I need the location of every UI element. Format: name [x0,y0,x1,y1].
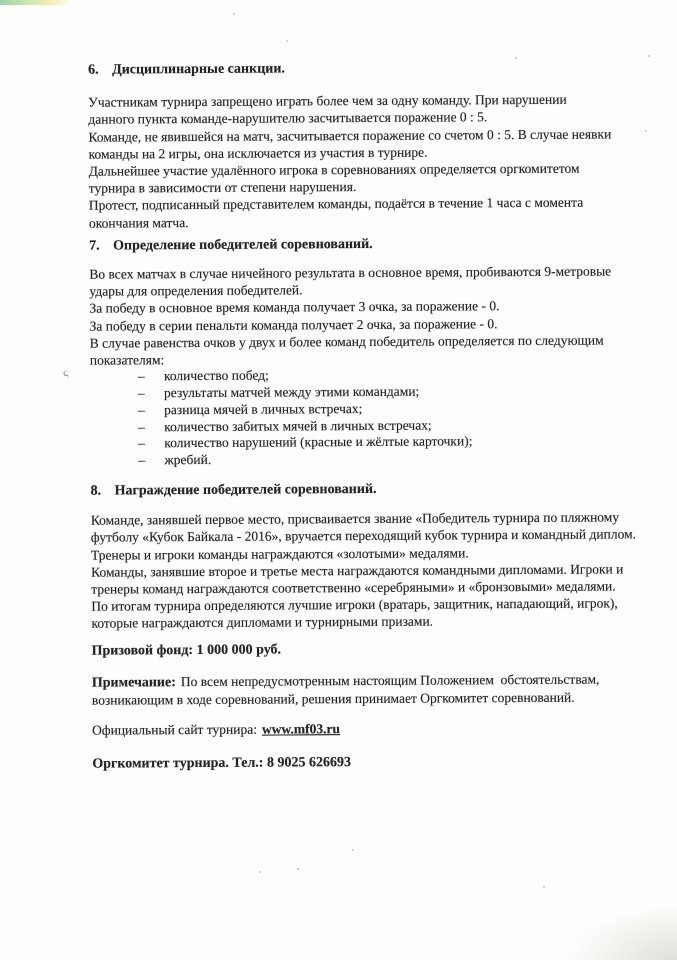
text-line: Участникам турнира запрещено играть более чем за одну команду. При нарушении [88,91,567,110]
text-line: турнира в зависимости от степени нарушения. [88,179,357,196]
tiebreaker-list [90,366,636,470]
section-8-paragraph [91,509,637,633]
list-item-text: жребий. [164,452,212,468]
prize-fund-line: Призовой фонд: 1 000 000 руб. [91,642,282,659]
text-line: возникающим в ходе соревнований, решения принимает Оргкомитет соревнований. [91,689,575,708]
text-line: показателям: [89,352,165,368]
site-url: www.mf03.ru [261,721,341,737]
section-number: 6. [88,62,99,78]
note-paragraph [92,670,637,709]
section-title: Определение победителей соревнований. [113,236,373,254]
section-awards [91,479,637,632]
section-7-heading [89,234,634,255]
text-line: В случае равенства очков у двух и более команд победитель определяется по следующим [89,332,604,351]
section-number: 7. [89,238,100,254]
text-line: Во всех матчах в случае ничейного результата в основное время, пробиваются 9-метровые [89,263,612,282]
scan-artifact-corner-strip [0,0,72,5]
text-line: данного пункта команде-нарушителю засчитывается поражение 0 : 5. [88,109,488,128]
scan-speck [286,40,288,42]
list-item-text: количество забитых мячей в личных встречах; [164,417,432,434]
section-title: Дисциплинарные санкции. [112,61,285,78]
scan-speck [645,130,647,132]
scan-speck [297,868,299,870]
committee-phone-line: Оргкомитет турнира. Тел.: 8 9025 626693 [92,755,351,773]
section-6-heading [88,58,633,79]
dash-marker: – [138,435,146,451]
list-item-text: количество побед; [163,367,269,384]
text-line: команды на 2 игры, она исключается из участия в турнире. [88,144,428,162]
text-line: По итогам турнира определяются лучшие игроки (вратарь, защитник, нападающий, игрок), [91,595,618,614]
scan-speck [543,886,545,888]
section-8-heading [91,479,636,500]
text-line: окончания матча. [88,214,189,231]
text-line: удары для определения победителей. [89,282,303,299]
scan-speck [259,871,261,873]
list-item-text: разница мячей в личных встречах; [164,400,363,418]
text-line: За победу в основное время команда получает 3 очка, за поражение - 0. [89,298,500,317]
section-winner-determination [89,234,635,470]
list-item-text: результаты матчей между этими командами; [163,383,420,401]
dash-marker: – [138,402,145,418]
section-number: 8. [90,483,102,499]
dash-marker: – [137,385,145,401]
text-line: Команде, не явившейся на матч, засчитывается поражение со счетом 0 : 5. В случае неявки [88,126,612,145]
site-label: Официальный сайт турнира: [92,721,258,738]
text-line: Команды, занявшие второе и третье места награждаются командными дипломами. Игроки и [91,561,624,580]
section-7-paragraph [89,262,635,369]
dash-marker: – [138,418,146,435]
text-line: Команде, занявшей первое место, присваивается звание «Победитель турнира по пляжному [90,509,620,528]
official-site-line [92,719,637,740]
text-line: Тренеры и игроки команды награждаются «золотыми» медалями. [90,544,469,563]
text-line: футболу «Кубок Байкала - 2016», вручается переходящий кубок турнира и командный диплом. [90,526,637,546]
section-6-paragraph [88,91,634,232]
list-item-text: количество нарушений (красные и жёлтые карточки); [164,433,473,451]
section-title: Награждение победителей соревнований. [114,481,377,499]
scan-speck [233,13,235,15]
note-text: По всем непредусмотренным настоящим Положением обстоятельствам, [180,671,600,689]
text-line: Протест, подписанный представителем команды, подаётся в течение 1 часа с момента [88,195,584,214]
text-line: тренеры команд награждаются соответственно «серебряными» и «бронзовыми» медалями. [91,578,616,597]
dash-marker: – [137,368,145,384]
document-content [88,58,637,773]
scan-speck [648,55,650,57]
section-disciplinary-sanctions [88,58,634,231]
list-item [90,450,635,470]
text-line: Дальнейшее участие удалённого игрока в соревнованиях определяется оргкомитетом [88,160,580,179]
dash-marker: – [138,452,146,468]
scan-artifact-pen-mark: ς [61,366,70,380]
text-line: За победу в серии пенальти команда получает 2 очка, за поражение - 0. [89,315,498,334]
note-label: Примечание: [91,674,176,691]
scan-artifact-corner-shadow [567,905,677,960]
scan-speck [352,849,354,851]
text-line: которые награждаются дипломами и турнирными призами. [91,614,434,632]
